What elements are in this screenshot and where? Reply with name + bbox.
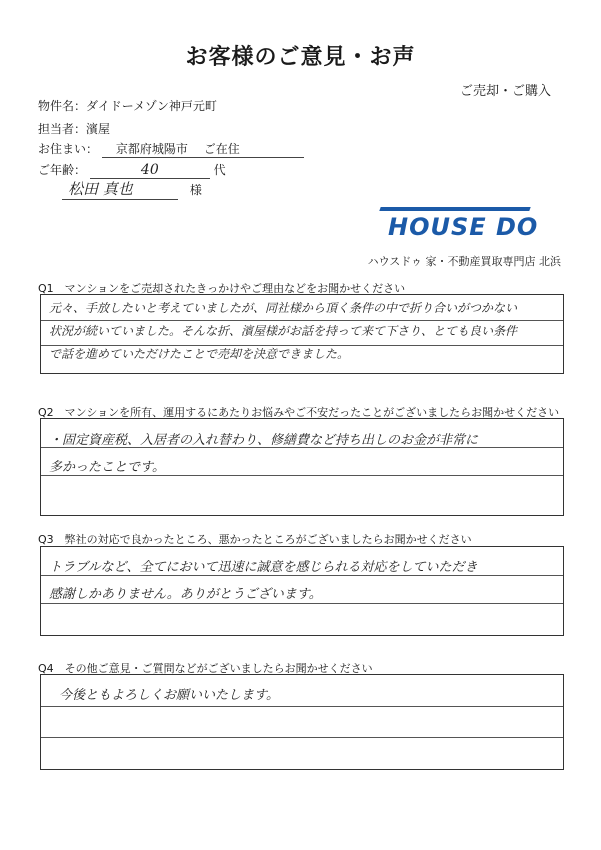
age-label: ご年齢： <box>38 163 87 177</box>
staff-label: 担当者： <box>38 122 87 136</box>
q2-answer <box>49 427 557 481</box>
age-field <box>38 161 226 179</box>
address-field <box>38 140 304 158</box>
age-value: 40 <box>140 162 159 178</box>
answer-line: 今後ともよろしくお願いいたします。 <box>59 688 279 703</box>
name-field <box>62 178 202 200</box>
name-value: 松田 真也 <box>62 178 178 200</box>
q1-answer-box <box>40 294 564 374</box>
answer-line: 感謝しかありません。ありがとうございます。 <box>49 587 322 602</box>
staff-value: 濱屋 <box>86 122 111 136</box>
answer-line: トラブルなど、全てにおいて迅速に誠意を感じられる対応をしていただき <box>49 560 478 575</box>
q2-label: Q2 マンションを所有、運用するにあたりお悩みやご不安だったことがございましたらお聞かせください <box>38 406 560 419</box>
property-value: ダイドーメゾン神戸元町 <box>86 99 217 113</box>
property-field <box>38 97 217 114</box>
answer-line: ・固定資産税、入居者の入れ替わり、修繕費など持ち出しのお金が非常に <box>49 433 479 448</box>
staff-field <box>38 120 110 137</box>
age-underline <box>90 162 210 179</box>
logo-bar <box>379 207 530 211</box>
address-suffix: ご在住 <box>203 142 240 156</box>
transaction-type: ご売却・ご購入 <box>459 84 551 99</box>
q3-answer-box <box>40 546 564 636</box>
address-label: お住まい： <box>38 142 99 156</box>
page-title: お客様のご意見・お声 <box>185 45 416 70</box>
q4-answer-box <box>40 674 564 770</box>
ruled-line <box>41 737 563 738</box>
house-do-logo: HOUSE DO <box>388 213 539 241</box>
answer-line: 多かったことです。 <box>49 460 165 475</box>
q4-answer <box>59 684 557 707</box>
q1-label: Q1 マンションをご売却されたきっかけやご理由などをお聞かせください <box>38 282 406 295</box>
property-label: 物件名： <box>38 99 87 113</box>
answer-line: 元々、手放したいと考えていましたが、同社様から頂く条件の中で折り合いがつかない <box>49 301 518 315</box>
address-value: 京都府城陽市 <box>115 142 188 156</box>
q3-label: Q3 弊社の対応で良かったところ、悪かったところがございましたらお聞かせください <box>38 533 472 546</box>
answer-line: で話を進めていただけたことで売却を決意できました。 <box>49 347 350 361</box>
q3-answer <box>49 554 557 608</box>
answer-line: 状況が続いていました。そんな折、濱屋様がお話を持って来て下さり、とても良い条件 <box>49 324 518 338</box>
q4-label: Q4 その他ご意見・ご質問などがございましたらお聞かせください <box>38 662 373 675</box>
q1-answer <box>49 297 557 366</box>
shop-name: ハウスドゥ 家・不動産買取専門店 北浜 <box>367 255 561 268</box>
address-underline <box>102 140 304 158</box>
q2-answer-box <box>40 418 564 516</box>
age-suffix: 代 <box>213 163 226 177</box>
name-suffix: 様 <box>189 183 202 197</box>
